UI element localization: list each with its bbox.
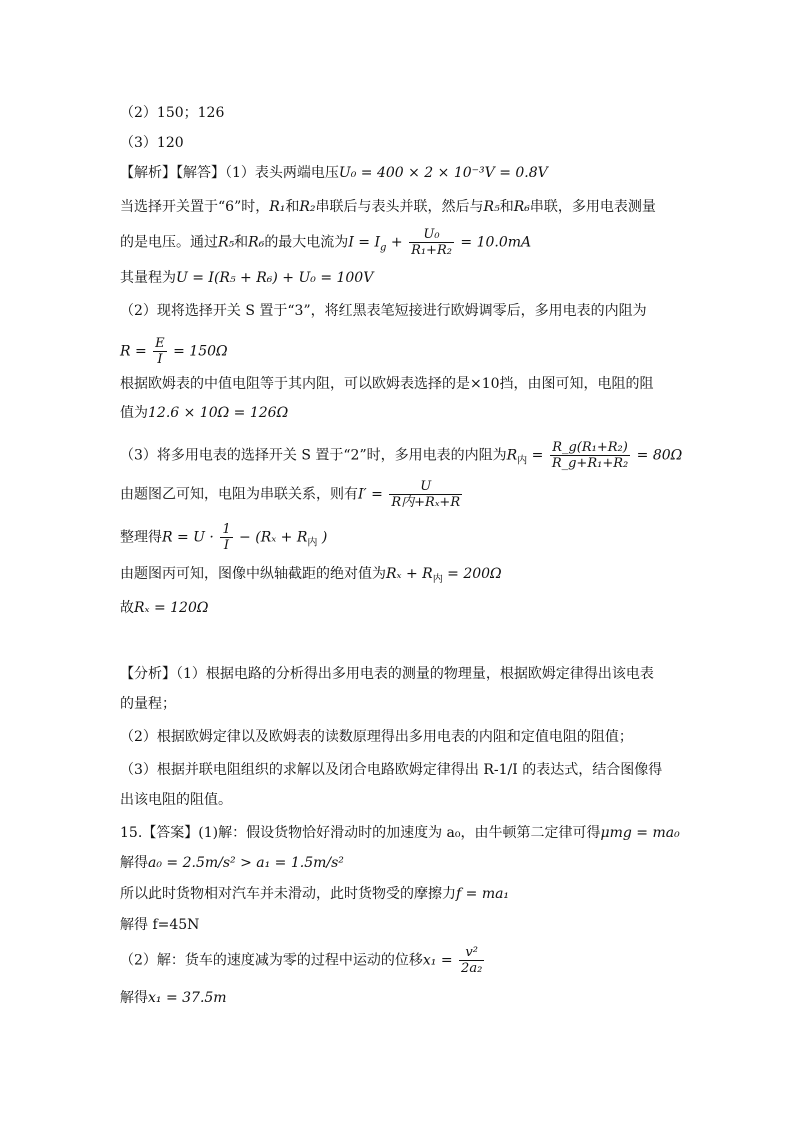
text-segment: 故 [120,600,134,616]
text-segment: 解得 [120,855,148,871]
math-expression: = 80Ω [632,447,683,464]
math-expression: ) [317,529,328,546]
fraction [409,227,454,258]
text-line [120,598,208,618]
text-segment: 整理得 [120,529,162,546]
text-segment: 串联后与表头并联，然后与 [315,199,484,215]
text-line [120,197,656,217]
text-segment: 由题图乙可知，电阻为串联关系，则有 [120,486,358,503]
text-segment: （2）解：货车的速度减为零的过程中运动的位移 [120,952,423,969]
math-expression: = 150Ω [168,343,228,360]
math-expression: Rₓ + R [386,566,433,582]
text-line: （2）根据欧姆定律以及欧姆表的读数原理得出多用电表的内阻和定值电阻的阻值； [120,729,633,745]
text-line: 根据欧姆表的中值电阻等于其内阻，可以欧姆表选择的是×10挡，由图可知，电阻的阻 [120,376,654,392]
text-segment: 当选择开关置于“6”时， [120,199,270,215]
text-line [120,988,227,1008]
fraction [153,336,167,367]
text-line: 解得 f=45N [120,917,200,933]
math-expression: x₁ = 37.5m [148,990,227,1006]
text-line: 出该电阻的阻值。 [120,792,232,808]
math-symbol: R [506,447,518,464]
math-expression: f = ma₁ [456,886,510,902]
fraction-numerator: v² [459,945,484,961]
fraction-denominator: I [223,538,230,553]
math-symbol: R₆ [513,199,530,215]
text-segment: 解得 [120,990,148,1006]
math-expression: Rₓ = 120Ω [134,600,209,616]
text-line [120,268,373,288]
math-expression: R = [120,343,152,360]
math-operator: + [386,234,408,251]
text-line [120,945,486,976]
text-line: （2）150；126 [120,105,225,121]
text-segment: 和 [285,199,300,215]
text-segment: 15.【答案】(1)解：假设货物恰好滑动时的加速度为 a₀，由牛顿第二定律可得 [120,825,601,841]
text-line: （3）根据并联电阻组织的求解以及闭合电路欧姆定律得出 R-1/I 的表达式，结合图像得 [120,762,663,778]
text-line [120,884,509,904]
fraction-denominator: I [157,352,163,367]
math-expression: U = I(R₅ + R₆) + U₀ = 100V [176,270,374,286]
text-line [120,403,288,423]
text-segment: 和 [499,199,514,215]
text-line [120,564,502,590]
math-expression: = 200Ω [442,566,502,582]
text-line: 【分析】（1）根据电路的分析得出多用电表的测量的物理量，根据欧姆定律得出该电表 [120,666,654,682]
math-symbol: R₅ [218,234,235,251]
math-symbol: R₅ [483,199,500,215]
text-line [120,163,548,183]
fraction-denominator: R_g+R₁+R₂ [551,456,629,471]
text-segment: 由题图丙可知，图像中纵轴截距的绝对值为 [120,566,386,582]
math-subscript: g [380,242,387,254]
text-segment: 串联，多用电表测量 [529,199,656,215]
fraction [459,945,484,976]
fraction-numerator: E [155,336,165,351]
fraction-numerator: 1 [222,522,231,537]
text-segment: 值为 [120,405,148,421]
math-symbol: R₂ [299,199,316,215]
text-line: 的量程； [120,696,176,712]
math-subscript: 内 [307,537,318,549]
text-segment: 和 [234,234,249,251]
text-line [120,336,228,367]
math-symbol: R₁ [269,199,286,215]
text-line [120,479,464,510]
math-expression: I = I [348,234,381,251]
text-segment: （3）将多用电表的选择开关 S 置于“2”时，多用电表的内阻为 [120,447,507,464]
text-segment: 的最大电流为 [264,234,349,251]
text-line [120,823,680,843]
fraction-numerator: R_g(R₁+R₂) [550,440,630,456]
fraction [550,440,630,471]
fraction [389,479,462,510]
section-heading: 【解析】【解答】（1）表头两端电压 [120,165,339,181]
math-expression: = 10.0mA [455,234,532,251]
math-expression: a₀ = 2.5m/s² > a₁ = 1.5m/s² [148,855,344,871]
text-segment: 的是电压。通过 [120,234,218,251]
text-line [120,522,327,553]
math-expression: I′ = [358,486,388,503]
fraction-numerator: U₀ [409,227,454,243]
math-symbol: R₆ [248,234,265,251]
fraction-denominator: R内+Rₓ+R [391,495,461,510]
math-subscript: 内 [432,573,443,585]
text-line [120,227,531,258]
fraction-numerator: U [389,479,462,495]
fraction [220,522,232,553]
math-expression: − (Rₓ + R [234,529,308,546]
text-segment: 所以此时货物相对汽车并未滑动，此时货物受的摩擦力 [120,886,456,902]
text-segment: 其量程为 [120,270,176,286]
fraction-denominator: R₁+R₂ [411,243,452,258]
math-operator: = [527,447,548,464]
math-expression: x₁ = [422,952,458,969]
text-line [120,440,682,471]
text-line: （3）120 [120,135,184,151]
fraction-denominator: 2a₂ [461,961,483,976]
math-subscript: 内 [517,455,528,467]
math-expression: R = U · [162,529,219,546]
text-line [120,853,344,873]
text-line: （2）现将选择开关 S 置于“3”，将红黑表笔短接进行欧姆调零后，多用电表的内阻为 [120,303,647,319]
math-expression: 12.6 × 10Ω = 126Ω [148,405,289,421]
math-expression: U₀ = 400 × 2 × 10⁻³V = 0.8V [338,165,548,181]
math-expression: μmg = ma₀ [600,825,680,841]
